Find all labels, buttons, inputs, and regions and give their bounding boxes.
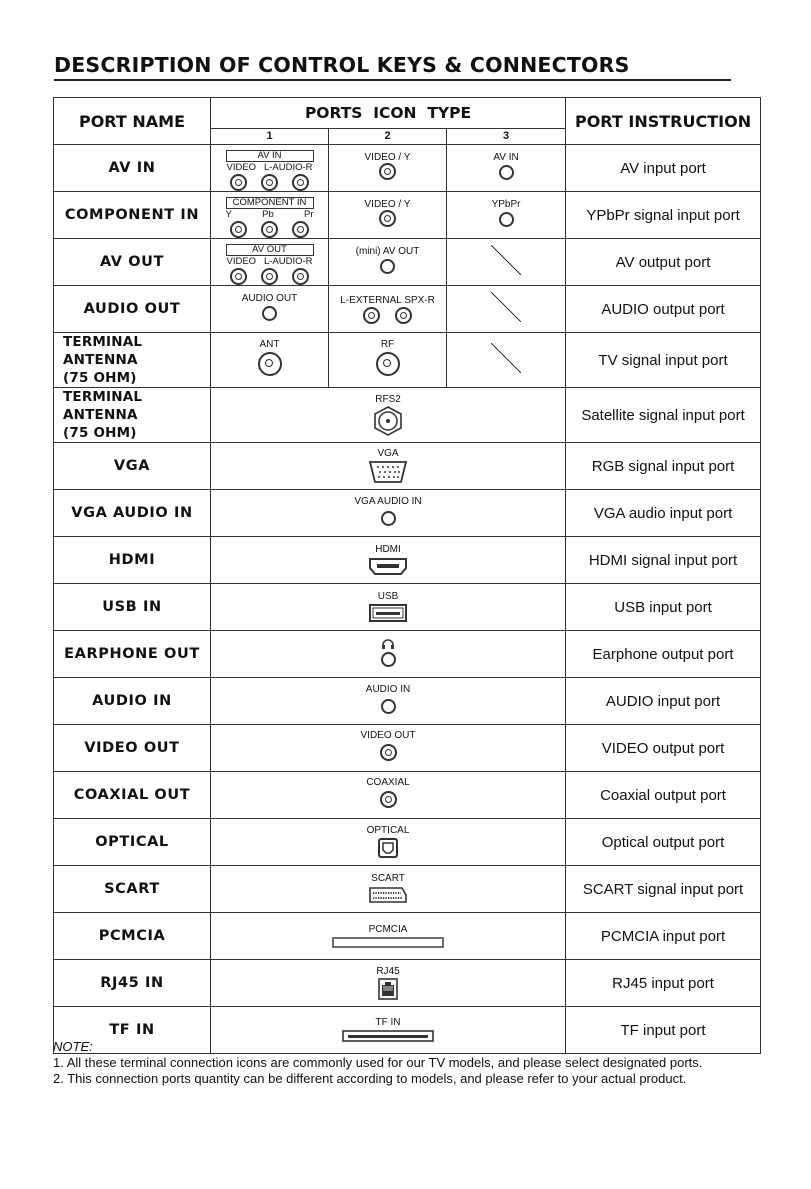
av-out-audio-label: L-AUDIO-R <box>263 256 313 267</box>
rca-jack-icon <box>230 174 247 191</box>
rca-jack-icon <box>261 221 278 238</box>
icon-cell-av-in-1 <box>211 145 329 192</box>
note-line-1: 1. All these terminal connection icons are commonly used for our TV models, and please select designated ports. <box>53 1055 703 1070</box>
scart-label: SCART <box>371 873 405 884</box>
component-in-col3-label: YPbPr <box>491 198 521 210</box>
icon-cell-av-out-2 <box>329 239 447 286</box>
vga-audio-in-label: VGA AUDIO IN <box>354 495 422 507</box>
component-in-box-label: COMPONENT IN <box>226 197 314 209</box>
av-out-video-label: VIDEO <box>226 256 257 267</box>
icon-cell-audio-out-3 <box>447 286 566 333</box>
port-name-vga: VGA <box>54 443 211 490</box>
port-instruction-vga: RGB signal input port <box>566 443 761 490</box>
icon-cell-component-in-1 <box>211 192 329 239</box>
table-row-rj45-in <box>54 960 761 1007</box>
tf-card-slot-icon <box>342 1029 434 1043</box>
rca-jack-icon <box>230 268 247 285</box>
port-instruction-terminal-antenna-tv: TV signal input port <box>566 333 761 388</box>
icon-cell-av-in-3 <box>447 145 566 192</box>
component-y-label: Y <box>225 209 232 220</box>
table-row-av-in <box>54 145 761 192</box>
scart-port-icon <box>368 885 408 905</box>
port-name-terminal-antenna-tv <box>54 333 211 388</box>
header-col-2: 2 <box>329 128 447 144</box>
icon-cell-hdmi <box>211 537 566 584</box>
tf-in-label: TF IN <box>375 1017 401 1028</box>
table-row-scart <box>54 866 761 913</box>
f-connector-icon <box>372 406 404 436</box>
title-underline <box>54 79 731 81</box>
icon-cell-antenna-1 <box>211 333 329 388</box>
coaxial-label: COAXIAL <box>366 777 410 788</box>
component-pb-label: Pb <box>262 209 274 220</box>
table-row-hdmi <box>54 537 761 584</box>
mini-jack-icon <box>499 165 514 180</box>
rca-jack-icon <box>395 307 412 324</box>
table-row-terminal-antenna-satellite <box>54 388 761 443</box>
optical-port-icon <box>377 837 399 859</box>
audio-in-label: AUDIO IN <box>365 683 411 695</box>
av-in-col2-label: VIDEO / Y <box>364 151 411 163</box>
rfs2-label: RFS2 <box>375 394 401 405</box>
port-instruction-earphone-out: Earphone output port <box>566 631 761 678</box>
port-name-usb-in: USB IN <box>54 584 211 631</box>
port-instruction-av-in: AV input port <box>566 145 761 192</box>
rca-jack-icon <box>363 307 380 324</box>
antenna-connector-icon <box>258 352 282 376</box>
headphone-icon <box>381 638 395 650</box>
optical-label: OPTICAL <box>366 825 410 836</box>
icon-cell-av-out-3 <box>447 239 566 286</box>
table-row-pcmcia <box>54 913 761 960</box>
connectors-table <box>53 97 761 1054</box>
table-row-tf-in <box>54 1007 761 1054</box>
icon-cell-earphone <box>211 631 566 678</box>
header-ports-icon-type: PORTS ICON TYPE <box>211 98 566 129</box>
not-applicable-slash-icon <box>491 245 521 275</box>
component-in-col2-label: VIDEO / Y <box>364 198 411 210</box>
terminal-antenna-line2: (75 OHM) <box>63 370 137 386</box>
icon-cell-pcmcia <box>211 913 566 960</box>
icon-cell-vga <box>211 443 566 490</box>
hdmi-label: HDMI <box>375 544 401 555</box>
rj45-port-icon <box>378 978 398 1000</box>
hdmi-port-icon <box>368 556 408 576</box>
icon-cell-scart <box>211 866 566 913</box>
port-name-audio-in: AUDIO IN <box>54 678 211 725</box>
icon-cell-av-in-2 <box>329 145 447 192</box>
rca-jack-icon <box>261 268 278 285</box>
port-instruction-tf-in: TF input port <box>566 1007 761 1054</box>
mini-jack-icon <box>381 652 396 667</box>
port-name-vga-audio-in: VGA AUDIO IN <box>54 490 211 537</box>
icon-cell-coaxial <box>211 772 566 819</box>
port-instruction-vga-audio-in: VGA audio input port <box>566 490 761 537</box>
icon-cell-component-in-3 <box>447 192 566 239</box>
icon-cell-audio-out-2 <box>329 286 447 333</box>
port-name-pcmcia: PCMCIA <box>54 913 211 960</box>
port-instruction-audio-out: AUDIO output port <box>566 286 761 333</box>
pcmcia-slot-icon <box>332 936 444 948</box>
table-row-terminal-antenna-tv <box>54 333 761 388</box>
vga-port-icon <box>368 460 408 484</box>
table-row-vga <box>54 443 761 490</box>
table-header-row <box>54 98 761 129</box>
usb-port-icon <box>368 603 408 623</box>
rca-jack-icon <box>230 221 247 238</box>
table-row-av-out <box>54 239 761 286</box>
port-instruction-usb-in: USB input port <box>566 584 761 631</box>
table-row-optical <box>54 819 761 866</box>
vga-label: VGA <box>377 448 399 459</box>
table-row-usb-in <box>54 584 761 631</box>
icon-cell-vga-audio-in <box>211 490 566 537</box>
port-name-scart: SCART <box>54 866 211 913</box>
icon-cell-usb <box>211 584 566 631</box>
rf-label: RF <box>380 339 395 350</box>
port-name-optical: OPTICAL <box>54 819 211 866</box>
table-row-coaxial-out <box>54 772 761 819</box>
rca-jack-icon <box>379 210 396 227</box>
header-port-instruction: PORT INSTRUCTION <box>566 98 761 145</box>
icon-cell-audio-out-1 <box>211 286 329 333</box>
component-pr-label: Pr <box>304 209 314 220</box>
header-port-name: PORT NAME <box>54 98 211 145</box>
port-name-hdmi: HDMI <box>54 537 211 584</box>
port-instruction-component-in: YPbPr signal input port <box>566 192 761 239</box>
port-name-earphone-out: EARPHONE OUT <box>54 631 211 678</box>
ant-label: ANT <box>259 339 280 350</box>
rf-connector-icon <box>376 352 400 376</box>
rj45-label: RJ45 <box>376 966 400 977</box>
port-name-av-in: AV IN <box>54 145 211 192</box>
icon-cell-av-out-1 <box>211 239 329 286</box>
av-in-col3-label: AV IN <box>493 151 519 163</box>
terminal-antenna-line1: TERMINAL ANTENNA <box>63 389 143 423</box>
rca-jack-icon <box>292 268 309 285</box>
mini-jack-icon <box>381 699 396 714</box>
port-name-coaxial-out: COAXIAL OUT <box>54 772 211 819</box>
port-instruction-rj45-in: RJ45 input port <box>566 960 761 1007</box>
terminal-antenna-line1: TERMINAL ANTENNA <box>63 334 143 368</box>
mini-jack-icon <box>499 212 514 227</box>
port-instruction-av-out: AV output port <box>566 239 761 286</box>
icon-cell-audio-in <box>211 678 566 725</box>
av-out-col2-label: (mini) AV OUT <box>355 245 420 257</box>
audio-out-col1-label: AUDIO OUT <box>241 292 298 304</box>
rca-jack-icon <box>292 221 309 238</box>
note-line-2: 2. This connection ports quantity can be different according to models, and please refer to your actual product. <box>53 1071 687 1086</box>
port-name-av-out: AV OUT <box>54 239 211 286</box>
table-row-video-out <box>54 725 761 772</box>
port-name-audio-out: AUDIO OUT <box>54 286 211 333</box>
icon-cell-antenna-3 <box>447 333 566 388</box>
page-title: DESCRIPTION OF CONTROL KEYS & CONNECTORS <box>54 53 630 77</box>
not-applicable-slash-icon <box>491 292 521 322</box>
table-row-vga-audio-in <box>54 490 761 537</box>
table-row-audio-in <box>54 678 761 725</box>
icon-cell-tf <box>211 1007 566 1054</box>
port-name-rj45-in: RJ45 IN <box>54 960 211 1007</box>
port-instruction-scart: SCART signal input port <box>566 866 761 913</box>
mini-jack-icon <box>262 306 277 321</box>
icon-cell-antenna-2 <box>329 333 447 388</box>
rca-jack-icon <box>380 791 397 808</box>
icon-cell-video-out <box>211 725 566 772</box>
rca-jack-icon <box>292 174 309 191</box>
table-row-audio-out <box>54 286 761 333</box>
av-in-audio-label: L-AUDIO-R <box>263 162 313 173</box>
rca-jack-icon <box>261 174 278 191</box>
video-out-label: VIDEO OUT <box>360 730 416 741</box>
port-instruction-terminal-antenna-satellite: Satellite signal input port <box>566 388 761 443</box>
table-row-component-in <box>54 192 761 239</box>
mini-jack-icon <box>381 511 396 526</box>
header-col-1: 1 <box>211 128 329 144</box>
port-name-tf-in: TF IN <box>54 1007 211 1054</box>
pcmcia-label: PCMCIA <box>368 924 408 935</box>
not-applicable-slash-icon <box>491 343 521 373</box>
port-name-terminal-antenna-satellite <box>54 388 211 443</box>
note-heading: NOTE: <box>53 1039 93 1054</box>
port-name-component-in: COMPONENT IN <box>54 192 211 239</box>
av-out-box-label: AV OUT <box>226 244 314 256</box>
rca-jack-icon <box>380 744 397 761</box>
audio-out-col2-label: L-EXTERNAL SPX-R <box>340 294 435 306</box>
port-instruction-audio-in: AUDIO input port <box>566 678 761 725</box>
table-row-earphone-out <box>54 631 761 678</box>
port-instruction-hdmi: HDMI signal input port <box>566 537 761 584</box>
mini-jack-icon <box>380 259 395 274</box>
rca-jack-icon <box>379 163 396 180</box>
port-instruction-coaxial-out: Coaxial output port <box>566 772 761 819</box>
port-instruction-pcmcia: PCMCIA input port <box>566 913 761 960</box>
icon-cell-rj45 <box>211 960 566 1007</box>
icon-cell-component-in-2 <box>329 192 447 239</box>
av-in-box-label: AV IN <box>226 150 314 162</box>
terminal-antenna-line2: (75 OHM) <box>63 425 137 441</box>
icon-cell-rfs2 <box>211 388 566 443</box>
port-name-video-out: VIDEO OUT <box>54 725 211 772</box>
icon-cell-optical <box>211 819 566 866</box>
av-in-video-label: VIDEO <box>226 162 257 173</box>
port-instruction-optical: Optical output port <box>566 819 761 866</box>
usb-label: USB <box>377 591 399 602</box>
port-instruction-video-out: VIDEO output port <box>566 725 761 772</box>
header-col-3: 3 <box>447 128 566 144</box>
